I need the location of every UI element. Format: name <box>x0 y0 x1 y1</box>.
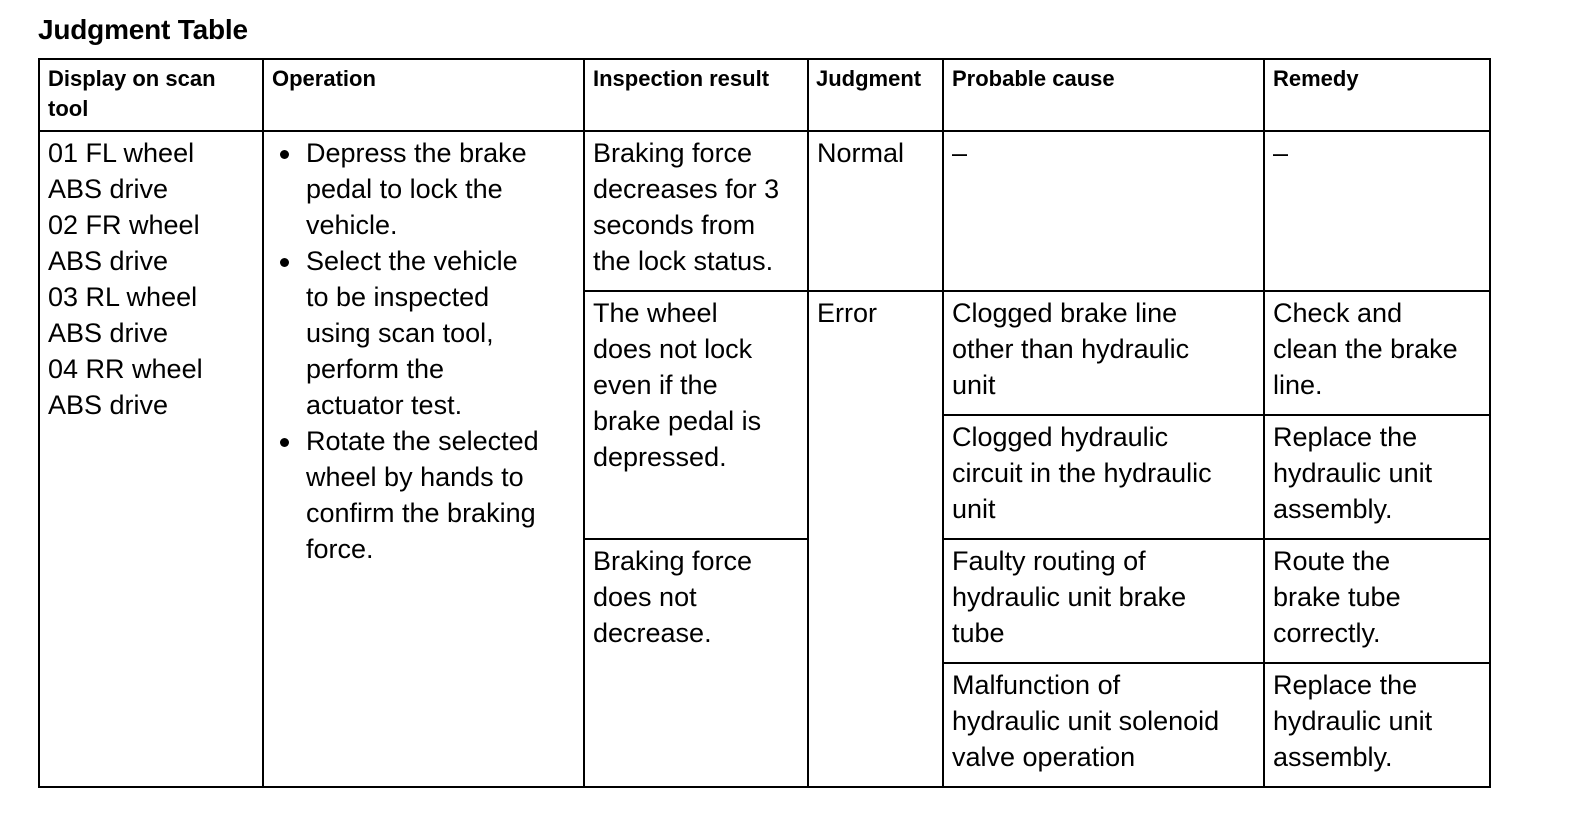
inspection-result-normal: Braking force decreases for 3 seconds from the lock status. <box>584 131 808 291</box>
header-probable-cause: Probable cause <box>943 59 1264 131</box>
header-display-on-scan-tool: Display on scan tool <box>39 59 263 131</box>
header-remedy: Remedy <box>1264 59 1490 131</box>
page-title: Judgment Table <box>38 14 248 45</box>
remedy-replace-hydraulic-unit: Replace the hydraulic unit assembly. <box>1264 415 1490 539</box>
remedy-replace-hydraulic-unit-2: Replace the hydraulic unit assembly. <box>1264 663 1490 787</box>
probable-cause-clogged-hydraulic-circuit: Clogged hydraulic circuit in the hydraulic unit <box>943 415 1264 539</box>
header-inspection-result: Inspection result <box>584 59 808 131</box>
list-item: Select the vehicle to be inspected using scan tool, perform the actuator test. <box>266 243 577 423</box>
inspection-result-no-lock: The wheel does not lock even if the brake pedal is depressed. <box>584 291 808 539</box>
operation-list <box>266 135 577 567</box>
table-row <box>39 131 1490 291</box>
remedy-none: – <box>1264 131 1490 291</box>
remedy-route-brake-tube: Route the brake tube correctly. <box>1264 539 1490 663</box>
display-on-scan-tool-cell: 01 FL wheel ABS drive 02 FR wheel ABS drive 03 RL wheel ABS drive 04 RR wheel ABS drive <box>39 131 263 787</box>
probable-cause-clogged-brake-line: Clogged brake line other than hydraulic unit <box>943 291 1264 415</box>
list-item: Depress the brake pedal to lock the vehicle. <box>266 135 577 243</box>
header-judgment: Judgment <box>808 59 943 131</box>
list-item: Rotate the selected wheel by hands to confirm the braking force. <box>266 423 577 567</box>
remedy-clean-brake-line: Check and clean the brake line. <box>1264 291 1490 415</box>
operation-cell <box>263 131 584 787</box>
judgment-table <box>38 58 1491 788</box>
header-row <box>39 59 1490 131</box>
probable-cause-solenoid-valve: Malfunction of hydraulic unit solenoid valve operation <box>943 663 1264 787</box>
probable-cause-faulty-routing: Faulty routing of hydraulic unit brake tube <box>943 539 1264 663</box>
header-operation: Operation <box>263 59 584 131</box>
judgment-error: Error <box>808 291 943 787</box>
probable-cause-none: – <box>943 131 1264 291</box>
judgment-normal: Normal <box>808 131 943 291</box>
inspection-result-no-decrease: Braking force does not decrease. <box>584 539 808 787</box>
